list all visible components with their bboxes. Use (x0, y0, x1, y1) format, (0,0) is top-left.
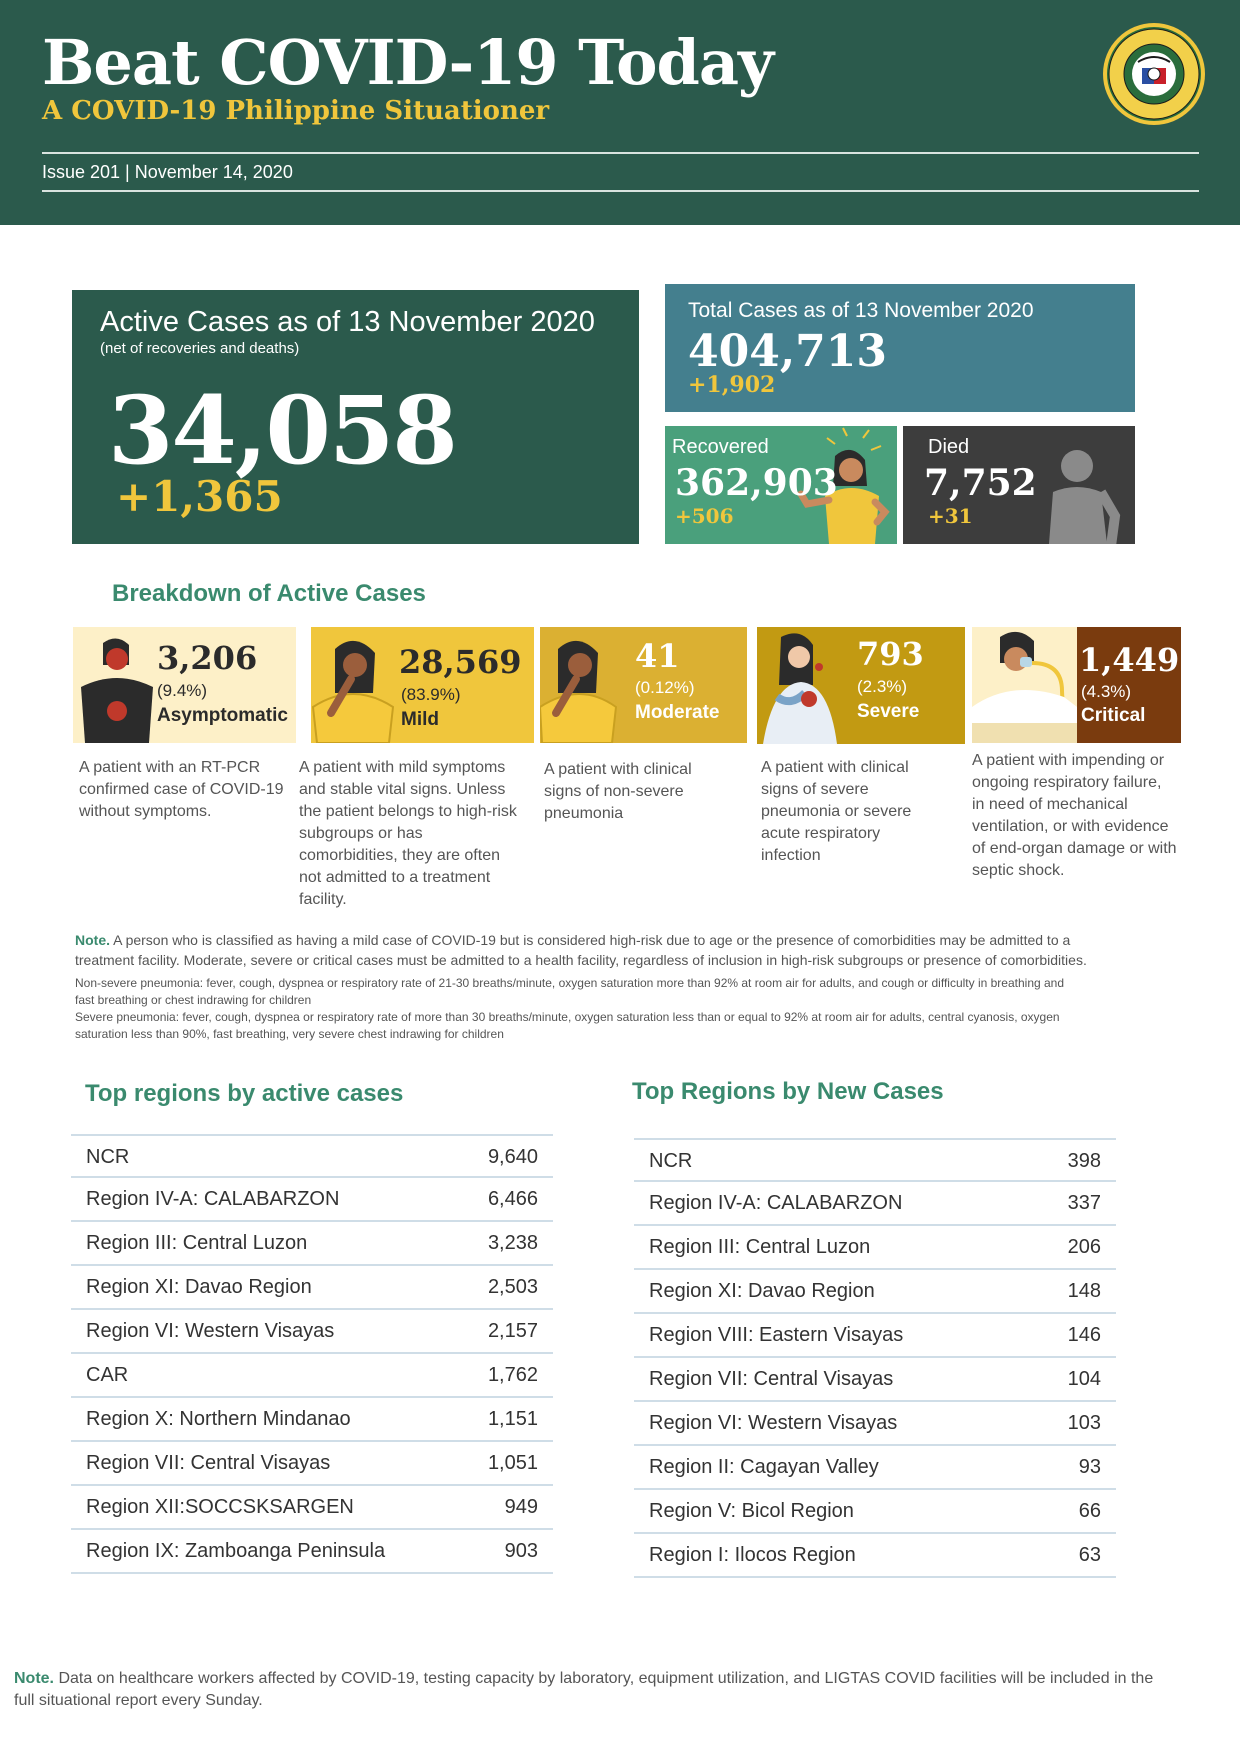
recovered-panel (665, 426, 897, 544)
region-name: Region VIII: Eastern Visayas (649, 1324, 904, 1346)
table-row (71, 1398, 553, 1442)
top-active-regions-table (71, 1134, 553, 1574)
description-line: ventilation, or with evidence (972, 818, 1169, 835)
description-line: subgroups or has (299, 825, 423, 842)
page-subtitle: A COVID-19 Philippine Situationer (42, 96, 550, 126)
region-value: 93 (1078, 1456, 1101, 1478)
description-line: A patient with clinical (761, 759, 909, 776)
description-line: A patient with impending or (972, 752, 1165, 769)
recovered-delta: +506 (675, 504, 734, 528)
region-name: NCR (649, 1150, 693, 1172)
region-name: Region VI: Western Visayas (649, 1412, 898, 1434)
active-cases-delta: +1,365 (116, 472, 283, 521)
asymptomatic-person-illustration (73, 627, 163, 743)
region-name: CAR (86, 1364, 129, 1386)
died-delta: +31 (928, 504, 973, 528)
region-value: 6,466 (487, 1188, 538, 1210)
asymptomatic-label: Asymptomatic (157, 705, 288, 726)
region-name: Region II: Cagayan Valley (649, 1456, 879, 1478)
top-new-regions-heading: Top Regions by New Cases (632, 1078, 944, 1105)
died-panel (903, 426, 1135, 544)
top-active-regions-heading: Top regions by active cases (85, 1080, 404, 1107)
asymptomatic-value: 3,206 (157, 639, 258, 677)
footer-line: full situational report every Sunday. (14, 1692, 263, 1709)
note-line: treatment facility. Moderate, severe or critical cases must be admitted to a health facility, regardless of inclusion in high-risk subgroups or presence of comorbidities. (75, 952, 1087, 968)
region-name: Region I: Ilocos Region (649, 1544, 856, 1566)
region-name: Region III: Central Luzon (86, 1232, 308, 1254)
region-name: Region IV-A: CALABARZON (86, 1188, 340, 1210)
mild-value: 28,569 (399, 643, 522, 681)
note-line: saturation less than 90%, fast breathing, very severe chest indrawing for children (75, 1027, 504, 1041)
active-cases-panel (72, 290, 639, 544)
note-line: Non-severe pneumonia: fever, cough, dyspnea or respiratory rate of 21-30 breaths/minute, oxygen saturation more than 92% at room air for adults, and cough or difficulty in breathing and (75, 976, 1065, 990)
region-value: 104 (1067, 1368, 1101, 1390)
critical-patient-in-bed-illustration (972, 627, 1077, 743)
moderate-pct: (0.12%) (635, 678, 695, 697)
total-cases-label: Total Cases as of 13 November 2020 (688, 299, 1034, 322)
severe-description (761, 757, 961, 867)
table-row (71, 1530, 553, 1574)
region-value: 903 (504, 1540, 538, 1562)
region-name: Region XI: Davao Region (649, 1280, 875, 1302)
table-row (71, 1134, 553, 1178)
breakdown-heading: Breakdown of Active Cases (112, 580, 426, 607)
table-row (71, 1266, 553, 1310)
table-row (71, 1354, 553, 1398)
header-banner (0, 0, 1240, 225)
asymptomatic-description (79, 757, 294, 823)
total-cases-panel (665, 284, 1135, 412)
region-name: Region IX: Zamboanga Peninsula (86, 1540, 386, 1562)
region-name: Region XI: Davao Region (86, 1276, 312, 1298)
top-new-regions-table (634, 1138, 1116, 1578)
description-line: facility. (299, 891, 347, 908)
mild-description (299, 757, 539, 911)
died-value: 7,752 (924, 462, 1037, 504)
description-line: comorbidities, they are often (299, 847, 500, 864)
description-line: A patient with clinical (544, 761, 692, 778)
description-line: signs of non-severe (544, 783, 684, 800)
description-line: of end-organ damage or with (972, 840, 1177, 857)
region-name: Region VII: Central Visayas (86, 1452, 331, 1474)
moderate-card (540, 627, 747, 743)
region-value: 9,640 (487, 1146, 538, 1168)
region-value: 103 (1067, 1412, 1101, 1434)
table-row (634, 1490, 1116, 1534)
region-value: 337 (1067, 1192, 1101, 1214)
table-row (634, 1226, 1116, 1270)
active-cases-value: 34,058 (108, 376, 456, 486)
severe-value: 793 (857, 635, 924, 673)
region-name: Region X: Northern Mindanao (86, 1408, 351, 1430)
region-value: 1,762 (487, 1364, 538, 1386)
total-cases-delta: +1,902 (688, 372, 776, 398)
moderate-description (544, 759, 744, 825)
mild-label: Mild (401, 709, 439, 730)
severe-pct: (2.3%) (857, 677, 908, 696)
classification-note (75, 930, 1175, 970)
critical-pct: (4.3%) (1081, 682, 1132, 701)
description-line: A patient with mild symptoms (299, 759, 506, 776)
region-value: 1,151 (487, 1408, 538, 1430)
footer-note-label: Note. (14, 1670, 54, 1687)
description-line: and stable vital signs. Unless (299, 781, 506, 798)
table-row (71, 1486, 553, 1530)
region-name: Region XII:SOCCSKSARGEN (86, 1496, 354, 1518)
description-line: signs of severe (761, 781, 869, 798)
region-name: Region VI: Western Visayas (86, 1320, 335, 1342)
table-row (634, 1446, 1116, 1490)
description-line: pneumonia (544, 805, 624, 822)
region-value: 398 (1067, 1150, 1101, 1172)
died-person-silhouette (1043, 444, 1135, 544)
region-value: 66 (1078, 1500, 1101, 1522)
region-name: Region VII: Central Visayas (649, 1368, 894, 1390)
non-severe-pneumonia-definition (75, 975, 1175, 1009)
region-value: 3,238 (487, 1232, 538, 1254)
mild-pct: (83.9%) (401, 685, 461, 704)
description-line: acute respiratory (761, 825, 881, 842)
description-line: not admitted to a treatment (299, 869, 491, 886)
table-row (634, 1182, 1116, 1226)
region-name: Region III: Central Luzon (649, 1236, 871, 1258)
moderate-label: Moderate (635, 702, 720, 723)
description-line: A patient with an RT-PCR (79, 759, 261, 776)
table-row (71, 1222, 553, 1266)
description-line: confirmed case of COVID-19 (79, 781, 284, 798)
severe-person-illustration (757, 627, 841, 744)
critical-description (972, 750, 1197, 882)
moderate-value: 41 (635, 637, 680, 675)
active-cases-label: Active Cases as of 13 November 2020 (100, 306, 595, 338)
region-value: 148 (1067, 1280, 1101, 1302)
table-row (634, 1534, 1116, 1578)
table-row (634, 1402, 1116, 1446)
region-value: 146 (1067, 1324, 1101, 1346)
table-row (634, 1314, 1116, 1358)
description-line: septic shock. (972, 862, 1065, 879)
header-divider-bottom (42, 190, 1199, 192)
footer-line: Data on healthcare workers affected by COVID-19, testing capacity by laboratory, equipment utilization, and LIGTAS COVID facilities will be included in the (54, 1670, 1154, 1687)
recovered-label: Recovered (672, 436, 769, 458)
doh-seal-logo (1102, 22, 1206, 126)
region-value: 206 (1067, 1236, 1101, 1258)
severe-label: Severe (857, 701, 920, 722)
header-divider-top (42, 152, 1199, 154)
severe-card (757, 627, 965, 744)
description-line: the patient belongs to high-risk (299, 803, 517, 820)
description-line: infection (761, 847, 821, 864)
asymptomatic-card (73, 627, 296, 743)
critical-label: Critical (1081, 705, 1146, 726)
note-line: A person who is classified as having a mild case of COVID-19 but is considered high-risk due to age or the presence of comorbidities may be admitted to a (110, 932, 1071, 948)
moderate-person-illustration (540, 627, 620, 743)
table-row (71, 1442, 553, 1486)
region-value: 2,157 (487, 1320, 538, 1342)
severe-pneumonia-definition (75, 1009, 1175, 1043)
mild-person-coughing-illustration (311, 627, 401, 743)
region-value: 2,503 (487, 1276, 538, 1298)
critical-card (972, 627, 1181, 743)
region-name: NCR (86, 1146, 130, 1168)
description-line: pneumonia or severe (761, 803, 912, 820)
total-cases-value: 404,713 (688, 326, 888, 377)
asymptomatic-pct: (9.4%) (157, 681, 208, 700)
mild-card (311, 627, 534, 743)
region-name: Region IV-A: CALABARZON (649, 1192, 903, 1214)
table-row (634, 1138, 1116, 1182)
recovered-value: 362,903 (675, 462, 838, 504)
region-name: Region V: Bicol Region (649, 1500, 854, 1522)
footer-note (14, 1668, 1224, 1712)
region-value: 1,051 (487, 1452, 538, 1474)
note-label: Note. (75, 932, 110, 948)
table-row (71, 1178, 553, 1222)
table-row (71, 1310, 553, 1354)
page-title: Beat COVID-19 Today (42, 26, 774, 99)
critical-value: 1,449 (1079, 641, 1180, 679)
description-line: without symptoms. (79, 803, 212, 820)
region-value: 949 (504, 1496, 538, 1518)
issue-date: Issue 201 | November 14, 2020 (42, 162, 293, 182)
died-label: Died (928, 436, 970, 458)
region-value: 63 (1078, 1544, 1101, 1566)
note-line: Severe pneumonia: fever, cough, dyspnea or respiratory rate of more than 30 breaths/minute, oxygen saturation less than or equal to 92% at room air for adults, central cyanosis, oxygen (75, 1010, 1060, 1024)
active-cases-note: (net of recoveries and deaths) (100, 340, 300, 357)
description-line: ongoing respiratory failure, (972, 774, 1162, 791)
description-line: in need of mechanical (972, 796, 1128, 813)
table-row (634, 1270, 1116, 1314)
table-row (634, 1358, 1116, 1402)
note-line: fast breathing or chest indrawing for children (75, 993, 312, 1007)
